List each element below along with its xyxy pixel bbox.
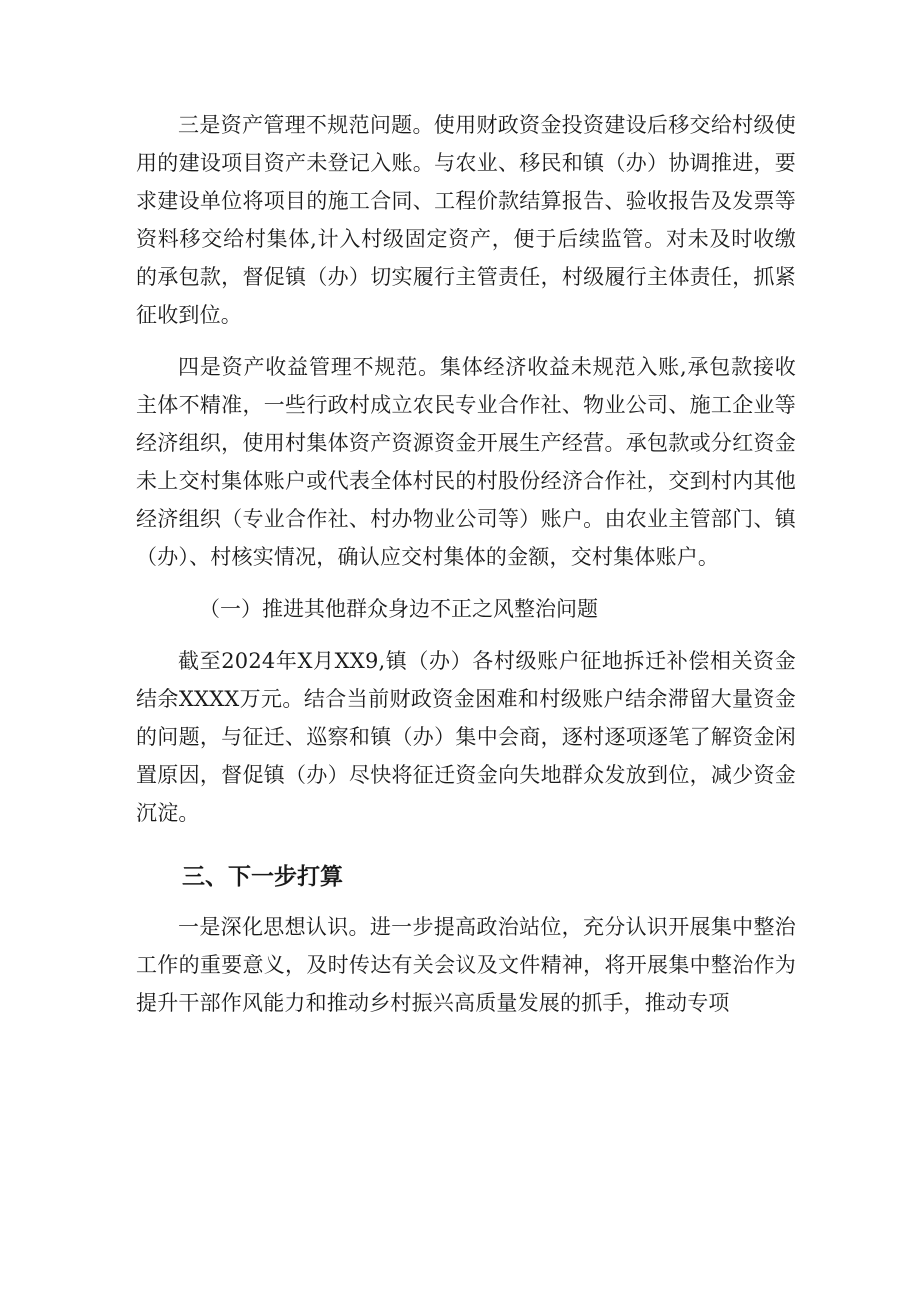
document-body [136, 106, 796, 1022]
section-heading-next-steps: 三、下一步打算 [182, 864, 343, 890]
paragraph-asset-management: 三是资产管理不规范问题。使用财政资金投资建设后移交给村级使用的建设项目资产未登记入账。与农业、移民和镇（办）协调推进，要求建设单位将项目的施工合同、工程价款结算报告、验收报告及发票等资料移交给村集体,计入村级固定资产，便于后续监管。对未及时收缴的承包款，督促镇（办）切实履行主管责任，村级履行主体责任，抓紧征收到位。 [136, 113, 796, 327]
subheading-rectification: （一）推进其他群众身边不正之风整治问题 [199, 597, 598, 621]
paragraph-compensation-funds: 截至2024年X月XX9,镇（办）各村级账户征地拆迁补偿相关资金结余XXXX万元。结合当前财政资金困难和村级账户结余滞留大量资金的问题，与征迁、巡察和镇（办）集中会商，逐村逐项逐笔了解资金闲置原因，督促镇（办）尽快将征迁资金向失地群众发放到位，减少资金沉淀。 [136, 649, 796, 825]
paragraph-asset-income: 四是资产收益管理不规范。集体经济收益未规范入账,承包款接收主体不精准，一些行政村成立农民专业合作社、物业公司、施工企业等经济组织，使用村集体资产资源资金开展生产经营。承包款或分红资金未上交村集体账户或代表全体村民的村股份经济合作社，交到村内其他经济组织（专业合作社、村办物业公司等）账户。由农业主管部门、镇（办）、村核实情况，确认应交村集体的金额，交村集体账户。 [136, 355, 796, 569]
paragraph-deepen-understanding: 一是深化思想认识。进一步提高政治站位，充分认识开展集中整治工作的重要意义，及时传达有关会议及文件精神，将开展集中整治作为提升干部作风能力和推动乡村振兴高质量发展的抓手，推动专项 [136, 915, 796, 1015]
